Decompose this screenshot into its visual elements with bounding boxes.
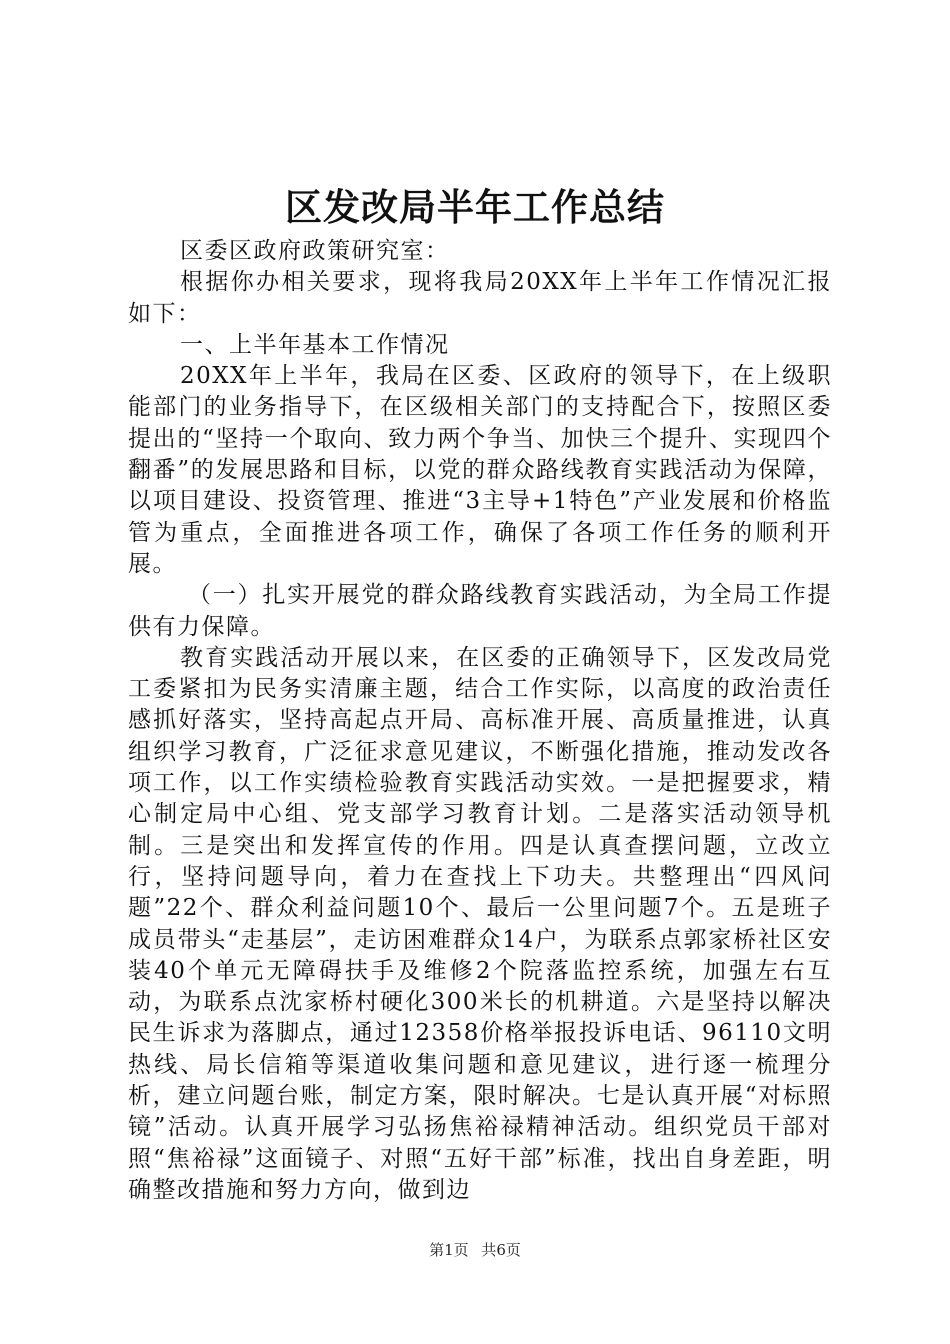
document-title: 区发改局半年工作总结	[285, 185, 665, 229]
salutation-paragraph: 区委区政府政策研究室：	[180, 238, 450, 264]
subsection-heading: （一）扎实开展党的群众路线教育实践活动，为全局工作提供有力保障。	[128, 582, 832, 640]
intro-paragraph: 根据你办相关要求，现将我局20XX年上半年工作情况汇报如下：	[128, 269, 832, 327]
page-footer	[0, 1240, 950, 1260]
activity-paragraph: 教育实践活动开展以来，在区委的正确领导下，区发改局党工委紧扣为民务实清廉主题，结合工作实际，以高度的政治责任感抓好落实，坚持高起点开局、高标准开展、高质量推进，认真组织学习教育，广泛征求意见建议，不断强化措施，推动发改各项工作，以工作实绩检验教育实践活动实效。一是把握要求，精心制定局中心组、党支部学习教育计划。二是落实活动领导机制。三是突出和发挥宣传的作用。四是认真查摆问题，立改立行，坚持问题导向，着力在查找上下功夫。共整理出“四风问题”22个、群众利益问题10个、最后一公里问题7个。五是班子成员带头“走基层”，走访困难群众14户，为联系点郭家桥社区安装40个单元无障碍扶手及维修2个院落监控系统，加强左右互动，为联系点沈家桥村硬化300米长的机耕道。六是坚持以解决民生诉求为落脚点，通过12358价格举报投诉电话、96110文明热线、局长信箱等渠道收集问题和意见建议，进行逐一梳理分析，建立问题台账，制定方案，限时解决。七是认真开展“对标照镜”活动。认真开展学习弘扬焦裕禄精神活动。组织党员干部对照“焦裕禄”这面镜子、对照“五好干部”标准，找出自身差距，明确整改措施和努力方向，做到边	[128, 644, 832, 1203]
document-body	[128, 236, 832, 1206]
page-number: 第1页	[429, 1241, 469, 1259]
overview-paragraph: 20XX年上半年，我局在区委、区政府的领导下，在上级职能部门的业务指导下，在区级相关部门的支持配合下，按照区委提出的“坚持一个取向、致力两个争当、加快三个提升、实现四个翻番”的发展思路和目标，以党的群众路线教育实践活动为保障，以项目建设、投资管理、推进“3主导+1特色”产业发展和价格监管为重点，全面推进各项工作，确保了各项工作任务的顺利开展。	[128, 363, 832, 577]
page-total: 共6页	[481, 1241, 521, 1259]
section-heading: 一、上半年基本工作情况	[180, 331, 450, 358]
